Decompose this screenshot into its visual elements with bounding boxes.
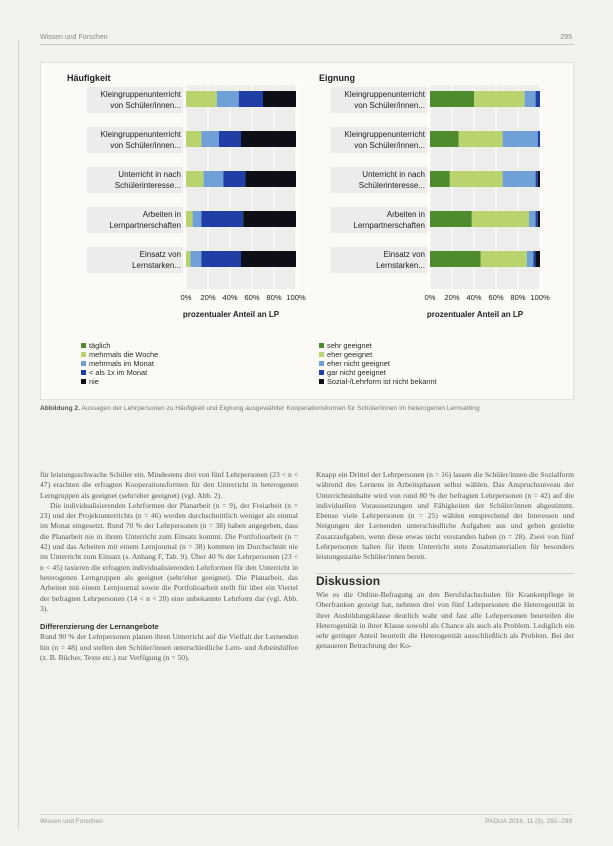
legend-swatch — [81, 352, 86, 357]
legend-swatch — [319, 379, 324, 384]
header-rule — [40, 44, 574, 45]
x-tick-label: 60% — [244, 293, 260, 302]
legend-item — [81, 359, 158, 368]
category-label: Kleingruppenunterricht — [100, 130, 181, 139]
legend-item — [81, 341, 158, 350]
bar-segment — [201, 251, 241, 267]
category-label: Lernpartnerschaften — [109, 221, 181, 230]
bar-segment — [201, 211, 243, 227]
bar-segment — [529, 211, 536, 227]
category-label: Unterricht in nach — [118, 170, 181, 179]
x-axis-label: prozentualer Anteil an LP — [426, 310, 524, 319]
footer-left: Wissen und Forschen — [40, 818, 103, 825]
right-column — [316, 470, 574, 652]
legend-swatch — [81, 361, 86, 366]
bar-segment — [472, 211, 529, 227]
caption-label: Abbildung 2. — [40, 405, 80, 412]
figure-panel — [40, 62, 574, 400]
left-paragraph-1: für leistungsschwache Schüler ein. Mindestens drei von fünf Lehrpersonen (23 < n < 47) erachten die erfragten Kooperationsformen für den Unterricht in heterogenen Lerngruppen als geeignet (sehr/eher geeignet) (vgl. Abb. 2). — [40, 470, 298, 500]
bar-segment — [223, 171, 245, 187]
bar-segment — [241, 131, 296, 147]
legend-label: < als 1x im Monat — [89, 368, 148, 377]
page-footer — [40, 814, 572, 825]
category-label: Lernstarken... — [132, 261, 181, 270]
bar-segment — [430, 131, 459, 147]
category-label: Arbeiten in — [142, 210, 181, 219]
bar-segment — [536, 251, 540, 267]
legend-swatch — [319, 352, 324, 357]
x-tick-label: 0% — [180, 293, 192, 302]
legend-eignung — [319, 341, 437, 386]
margin-rule — [18, 40, 19, 830]
bar-segment — [538, 131, 540, 147]
bar-segment — [474, 91, 525, 107]
legend-label: sehr geeignet — [327, 341, 372, 350]
bar-segment — [430, 211, 472, 227]
category-label: Unterricht in nach — [362, 170, 425, 179]
x-tick-label: 60% — [488, 293, 504, 302]
legend-swatch — [319, 370, 324, 375]
x-tick-label: 20% — [200, 293, 216, 302]
chart-title: Häufigkeit — [67, 73, 111, 83]
bar-segment — [186, 211, 193, 227]
bar-segment — [503, 131, 538, 147]
right-paragraph-1: Knapp ein Drittel der Lehrpersonen (n = 16) lassen die Schüler/innen die Sozialform während des Lernens in Arbeitsphasen selbst wählen. Das Anspruchsniveau der Unterrichtsinhalte wird von rund 80 % der befragten Lehrpersonen (n = 42) auf die individuellen Voraussetzungen und Fähigkeiten der Schüler/innen abgestimmt. Ebenso viele Lehrpersonen (n = 25) wählen entsprechend der Interessen und Neigungen der Lernenden unterschiedliche Aufgaben aus und geben gezielte Zusatzaufgaben, wenn diese etwas nicht verstanden haben (n = 28). Zwei von fünf Lehrpersonen halten für ihren Unterricht stets Zusatzmaterialien für besonders leistungsstarke Schüler/innen bereit. — [316, 470, 574, 562]
legend-item — [81, 350, 158, 359]
legend-item — [319, 350, 437, 359]
category-label: von Schüler/innen... — [110, 101, 181, 110]
category-label: Schülerinteresse... — [358, 181, 425, 190]
x-tick-label: 40% — [222, 293, 238, 302]
bar-segment — [243, 211, 296, 227]
running-head-left: Wissen und Forschen — [40, 34, 108, 41]
left-column — [40, 470, 298, 663]
legend-label: nie — [89, 377, 99, 386]
x-tick-label: 100% — [286, 293, 306, 302]
x-tick-label: 20% — [444, 293, 460, 302]
bar-segment — [538, 211, 540, 227]
x-axis-label: prozentualer Anteil an LP — [182, 310, 280, 319]
legend-swatch — [319, 361, 324, 366]
legend-label: eher nicht geeignet — [327, 359, 390, 368]
bar-segment — [239, 91, 263, 107]
category-label: Schülerinteresse... — [114, 181, 181, 190]
bar-segment — [525, 91, 536, 107]
legend-item — [319, 368, 437, 377]
bar-segment — [186, 251, 190, 267]
legend-label: gar nicht geeignet — [327, 368, 386, 377]
category-label: von Schüler/innen... — [354, 141, 425, 150]
category-label: Kleingruppenunterricht — [100, 90, 181, 99]
bar-segment — [245, 171, 296, 187]
bar-segment — [533, 251, 535, 267]
legend-swatch — [81, 343, 86, 348]
footer-right: PADUA 2016, 11 (5), 291–299 — [485, 818, 572, 825]
bar-segment — [527, 251, 534, 267]
bar-segment — [536, 211, 538, 227]
subheading: Differenzierung der Lernangebote — [40, 622, 159, 632]
right-paragraph-2: Wie es die Online-Befragung an den Berufsfachschulen für Krankenpflege in Oberfranken gezeigt hat, nehmen drei von fünf Lehrpersonen die Heterogenität in ihrer Ausbildungsklasse deutlich wahr und fast alle Lehrpersonen beurteilen die Heterogenität in ihrer Klasse sowohl als Chance als auch als Problem. Lediglich ein sehr geringer Anteil beurteilt die Heterogenität ausschließlich als Problem. Bei der genaueren Betrachtung der Ko- — [316, 589, 574, 651]
bar-segment — [450, 171, 503, 187]
legend-haeufigkeit — [81, 341, 158, 386]
category-label: Kleingruppenunterricht — [344, 130, 425, 139]
left-paragraph-3: Rund 90 % der Lehrpersonen planen ihren Unterricht auf die Vielfalt der Lernenden hin (n = 48) und stellen den Schüler/innen unterschiedliche Lern- und Arbeitshilfen (z. B. Bücher, Texte etc.) zur Verfügung (n = 50). — [40, 632, 298, 663]
legend-item — [81, 377, 158, 386]
category-label: Lernstarken... — [376, 261, 425, 270]
section-title-diskussion: Diskussion — [316, 573, 574, 586]
legend-swatch — [81, 370, 86, 375]
bar-segment — [536, 171, 538, 187]
category-label: Lernpartnerschaften — [353, 221, 425, 230]
bar-segment — [190, 251, 201, 267]
figure-caption — [40, 404, 580, 413]
bar-segment — [430, 251, 481, 267]
legend-label: eher geeignet — [327, 350, 373, 359]
bar-segment — [204, 171, 224, 187]
legend-item — [319, 377, 437, 386]
category-label: Arbeiten in — [386, 210, 425, 219]
legend-item — [81, 368, 158, 377]
left-paragraph-2: Die individualisierenden Lehrformen der Planarbeit (n = 9), der Freiarbeit (n = 23) und der Projektunterrichts (n = 46) werden durchschnittlich weniger als einmal im Monat eingesetzt. Rund 70 % der Lehrpersonen (n = 38) haben angegeben, dass die Planarbeit nie in ihrem Unterricht zum Einsatz kommt. Die Portfolioarbeit (n = 42) und das Arbeiten mit einem Lernjournal (n = 38) kommen im Durchschnitt nie im Unterricht zum Einsatz (s. Anhang F, Tab. 9). Über 40 % der Lehrpersonen (23 < n < 45) taxieren die erfragten individualisierenden Lehrformen für den Unterricht in heterogenen Lerngruppen als geeignet (sehr/eher geeignet). Die Planarbeit, das Arbeiten mit einem Lernjournal sowie die Portfolioarbeit stellt für über ein Viertel der befragten Lehrpersonen (14 < n < 20) eine unbekannte Lehrform dar (vgl. Abb. 3). — [40, 500, 298, 613]
legend-item — [319, 341, 437, 350]
bar-segment — [201, 131, 219, 147]
legend-label: mehrmals im Monat — [89, 359, 154, 368]
legend-label: Sozial-/Lehrform ist nicht bekannt — [327, 377, 437, 386]
bar-segment — [263, 91, 296, 107]
x-tick-label: 80% — [510, 293, 526, 302]
chart-title: Eignung — [319, 73, 355, 83]
category-label: Kleingruppenunterricht — [344, 90, 425, 99]
legend-item — [319, 359, 437, 368]
bar-segment — [219, 131, 241, 147]
bar-segment — [503, 171, 536, 187]
x-tick-label: 40% — [466, 293, 482, 302]
category-label: von Schüler/innen... — [110, 141, 181, 150]
bar-segment — [186, 171, 204, 187]
bar-segment — [186, 131, 201, 147]
caption-text: Aussagen der Lehrpersonen zu Häufigkeit und Eignung ausgewählter Kooperationsformen für Schüler/innen im heterogenen Lernsetting — [81, 405, 480, 412]
bar-segment — [481, 251, 527, 267]
bar-segment — [241, 251, 296, 267]
category-label: von Schüler/innen... — [354, 101, 425, 110]
bar-segment — [430, 171, 450, 187]
category-label: Einsatz von — [383, 250, 425, 259]
page-number: 295 — [560, 34, 572, 41]
legend-swatch — [81, 379, 86, 384]
x-tick-label: 0% — [424, 293, 436, 302]
x-tick-label: 80% — [266, 293, 282, 302]
bar-segment — [459, 131, 503, 147]
bar-segment — [217, 91, 239, 107]
x-tick-label: 100% — [530, 293, 550, 302]
bar-segment — [193, 211, 202, 227]
legend-label: mehrmals die Woche — [89, 350, 159, 359]
legend-swatch — [319, 343, 324, 348]
bar-segment — [430, 91, 474, 107]
running-head — [40, 34, 572, 41]
bar-segment — [536, 91, 540, 107]
category-label: Einsatz von — [139, 250, 181, 259]
legend-label: täglich — [89, 341, 111, 350]
bar-segment — [186, 91, 217, 107]
bar-segment — [538, 171, 540, 187]
